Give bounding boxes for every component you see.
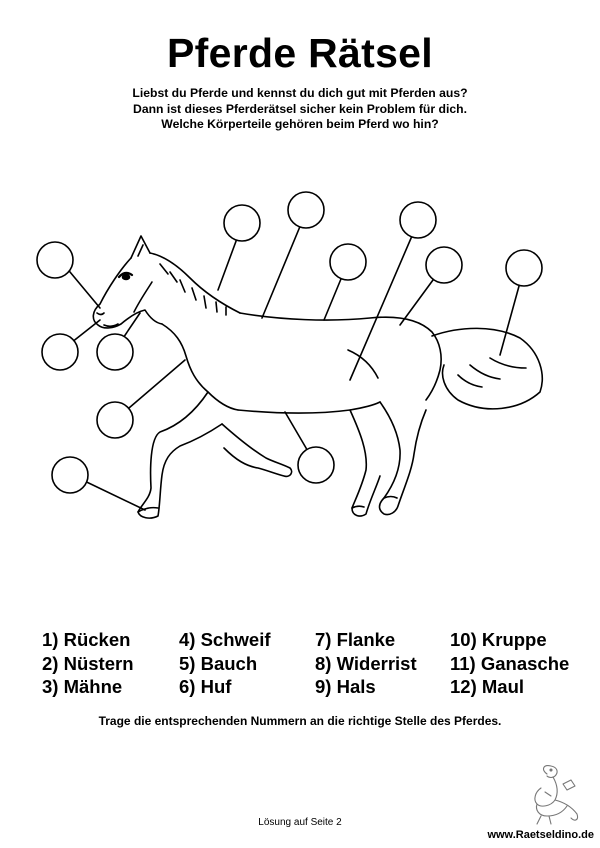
- term-column: [42, 628, 134, 699]
- label-circles: [37, 192, 542, 510]
- term-column: [450, 628, 569, 699]
- term-item: 9) Hals: [315, 676, 376, 697]
- term-list: [42, 628, 582, 704]
- horse-hoof: [352, 497, 397, 509]
- website-link[interactable]: www.Raetseldino.de: [487, 829, 594, 841]
- term-item: 1) Rücken: [42, 629, 131, 650]
- intro-line: Dann ist dieses Pferderätsel sicher kein Problem für dich.: [133, 101, 467, 116]
- label-circle[interactable]: [97, 313, 140, 370]
- horse-back: [240, 313, 441, 400]
- label-circle[interactable]: [42, 320, 100, 370]
- term-item: 5) Bauch: [179, 652, 258, 674]
- horse-tail: [432, 328, 542, 408]
- horse-hindleg: [350, 410, 380, 516]
- horse-head: [93, 258, 162, 328]
- term-item: 2) Nüstern: [42, 652, 134, 674]
- term-item: 6) Huf: [179, 676, 232, 697]
- horse-foreleg: [138, 392, 222, 518]
- horse-eye: [123, 275, 130, 280]
- intro-text: [0, 86, 600, 133]
- term-item: 10) Kruppe: [450, 629, 547, 650]
- term-item: 8) Widerrist: [315, 652, 417, 674]
- label-circle[interactable]: [218, 205, 260, 290]
- term-item: 12) Maul: [450, 676, 525, 697]
- horse-foreleg: [222, 424, 292, 476]
- horse-belly: [238, 402, 380, 413]
- horse-cheek: [134, 282, 152, 312]
- horse-ear: [131, 236, 150, 258]
- intro-line: Liebst du Pferde und kennst du dich gut mit Pferden aus?: [132, 86, 468, 100]
- instruction-text: Trage die entsprechenden Nummern an die richtige Stelle des Pferdes.: [98, 714, 502, 728]
- term-item: 11) Ganasche: [450, 652, 570, 674]
- term-column: [315, 628, 417, 699]
- label-circle[interactable]: [52, 457, 145, 510]
- horse-nostril: [97, 313, 104, 315]
- label-circle[interactable]: [350, 202, 436, 380]
- horse-mane: [150, 253, 240, 315]
- intro-line: Welche Körperteile gehören beim Pferd wo hin?: [161, 117, 439, 131]
- term-item: 4) Schweif: [179, 629, 271, 650]
- horse-ear: [138, 245, 143, 256]
- label-circle[interactable]: [262, 192, 324, 318]
- label-circle[interactable]: [324, 244, 366, 320]
- term-column: [179, 628, 271, 699]
- label-circle[interactable]: [37, 242, 100, 308]
- solution-note: Lösung auf Seite 2: [258, 817, 342, 828]
- horse-neck: [162, 324, 238, 410]
- page-title: Pferde Rätsel: [167, 30, 433, 76]
- label-circle[interactable]: [400, 247, 462, 325]
- horse-puzzle: [0, 170, 600, 530]
- term-item: 3) Mähne: [42, 676, 123, 697]
- term-item: 7) Flanke: [315, 629, 396, 650]
